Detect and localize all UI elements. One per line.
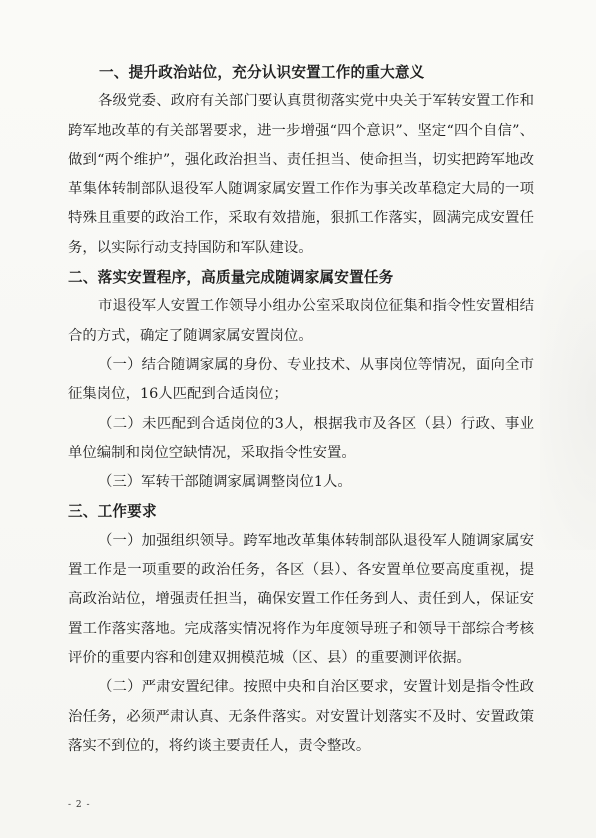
section-1-heading: 一、提升政治站位，充分认识安置工作的重大意义 <box>99 64 425 81</box>
section-2-heading: 二、落实安置程序，高质量完成随调家属安置任务 <box>68 269 394 287</box>
section-3-item-1: （一）加强组织领导。跨军地改革集体转制部队退役军人随调家属安置工作是一项重要的政治任务，各区（县）、各安置单位要高度重视，提高政治站位，增强责任担当，确保安置工作任务到人、责任到人，保证安置工作落实落地。完成落实情况将作为年度领导班子和领导干部综合考核评价的重要内容和创建双拥模范城（区、县）的重要测评依据。 <box>68 532 534 666</box>
section-3-heading: 三、工作要求 <box>68 503 157 521</box>
section-2-paragraph-intro: 市退役军人安置工作领导小组办公室采取岗位征集和指令性安置相结合的方式，确定了随调家属安置岗位。 <box>68 298 534 344</box>
section-2-item-1: （一）结合随调家属的身份、专业技术、从事岗位等情况，面向全市征集岗位，16人匹配到合适岗位； <box>68 356 534 403</box>
section-2-item-2: （二）未匹配到合适岗位的3人，根据我市及各区（县）行政、事业单位编制和岗位空缺情况，采取指令性安置。 <box>68 415 534 461</box>
section-3-item-2: （二）严肃安置纪律。按照中央和自治区要求，安置计划是指令性政治任务，必须严肃认真、无条件落实。对安置计划落实不及时、安置政策落实不到位的，将约谈主要责任人，责令整改。 <box>68 679 534 754</box>
scan-shadow <box>540 250 596 550</box>
document-body <box>68 58 534 761</box>
section-1-paragraph: 各级党委、政府有关部门要认真贯彻落实党中央关于军转安置工作和跨军地改革的有关部署要求，进一步增强“四个意识”、坚定“四个自信”、做到“两个维护”，强化政治担当、责任担当、使命担当，切实把跨军地改革集体转制部队退役军人随调家属安置工作作为事关改革稳定大局的一项特殊且重要的政治工作，采取有效措施，狠抓工作落实，圆满完成安置任务，以实际行动支持国防和军队建设。 <box>68 93 534 256</box>
section-2-item-3: （三）军转干部随调家属调整岗位1人。 <box>98 474 352 491</box>
page-number: - 2 - <box>68 800 91 810</box>
